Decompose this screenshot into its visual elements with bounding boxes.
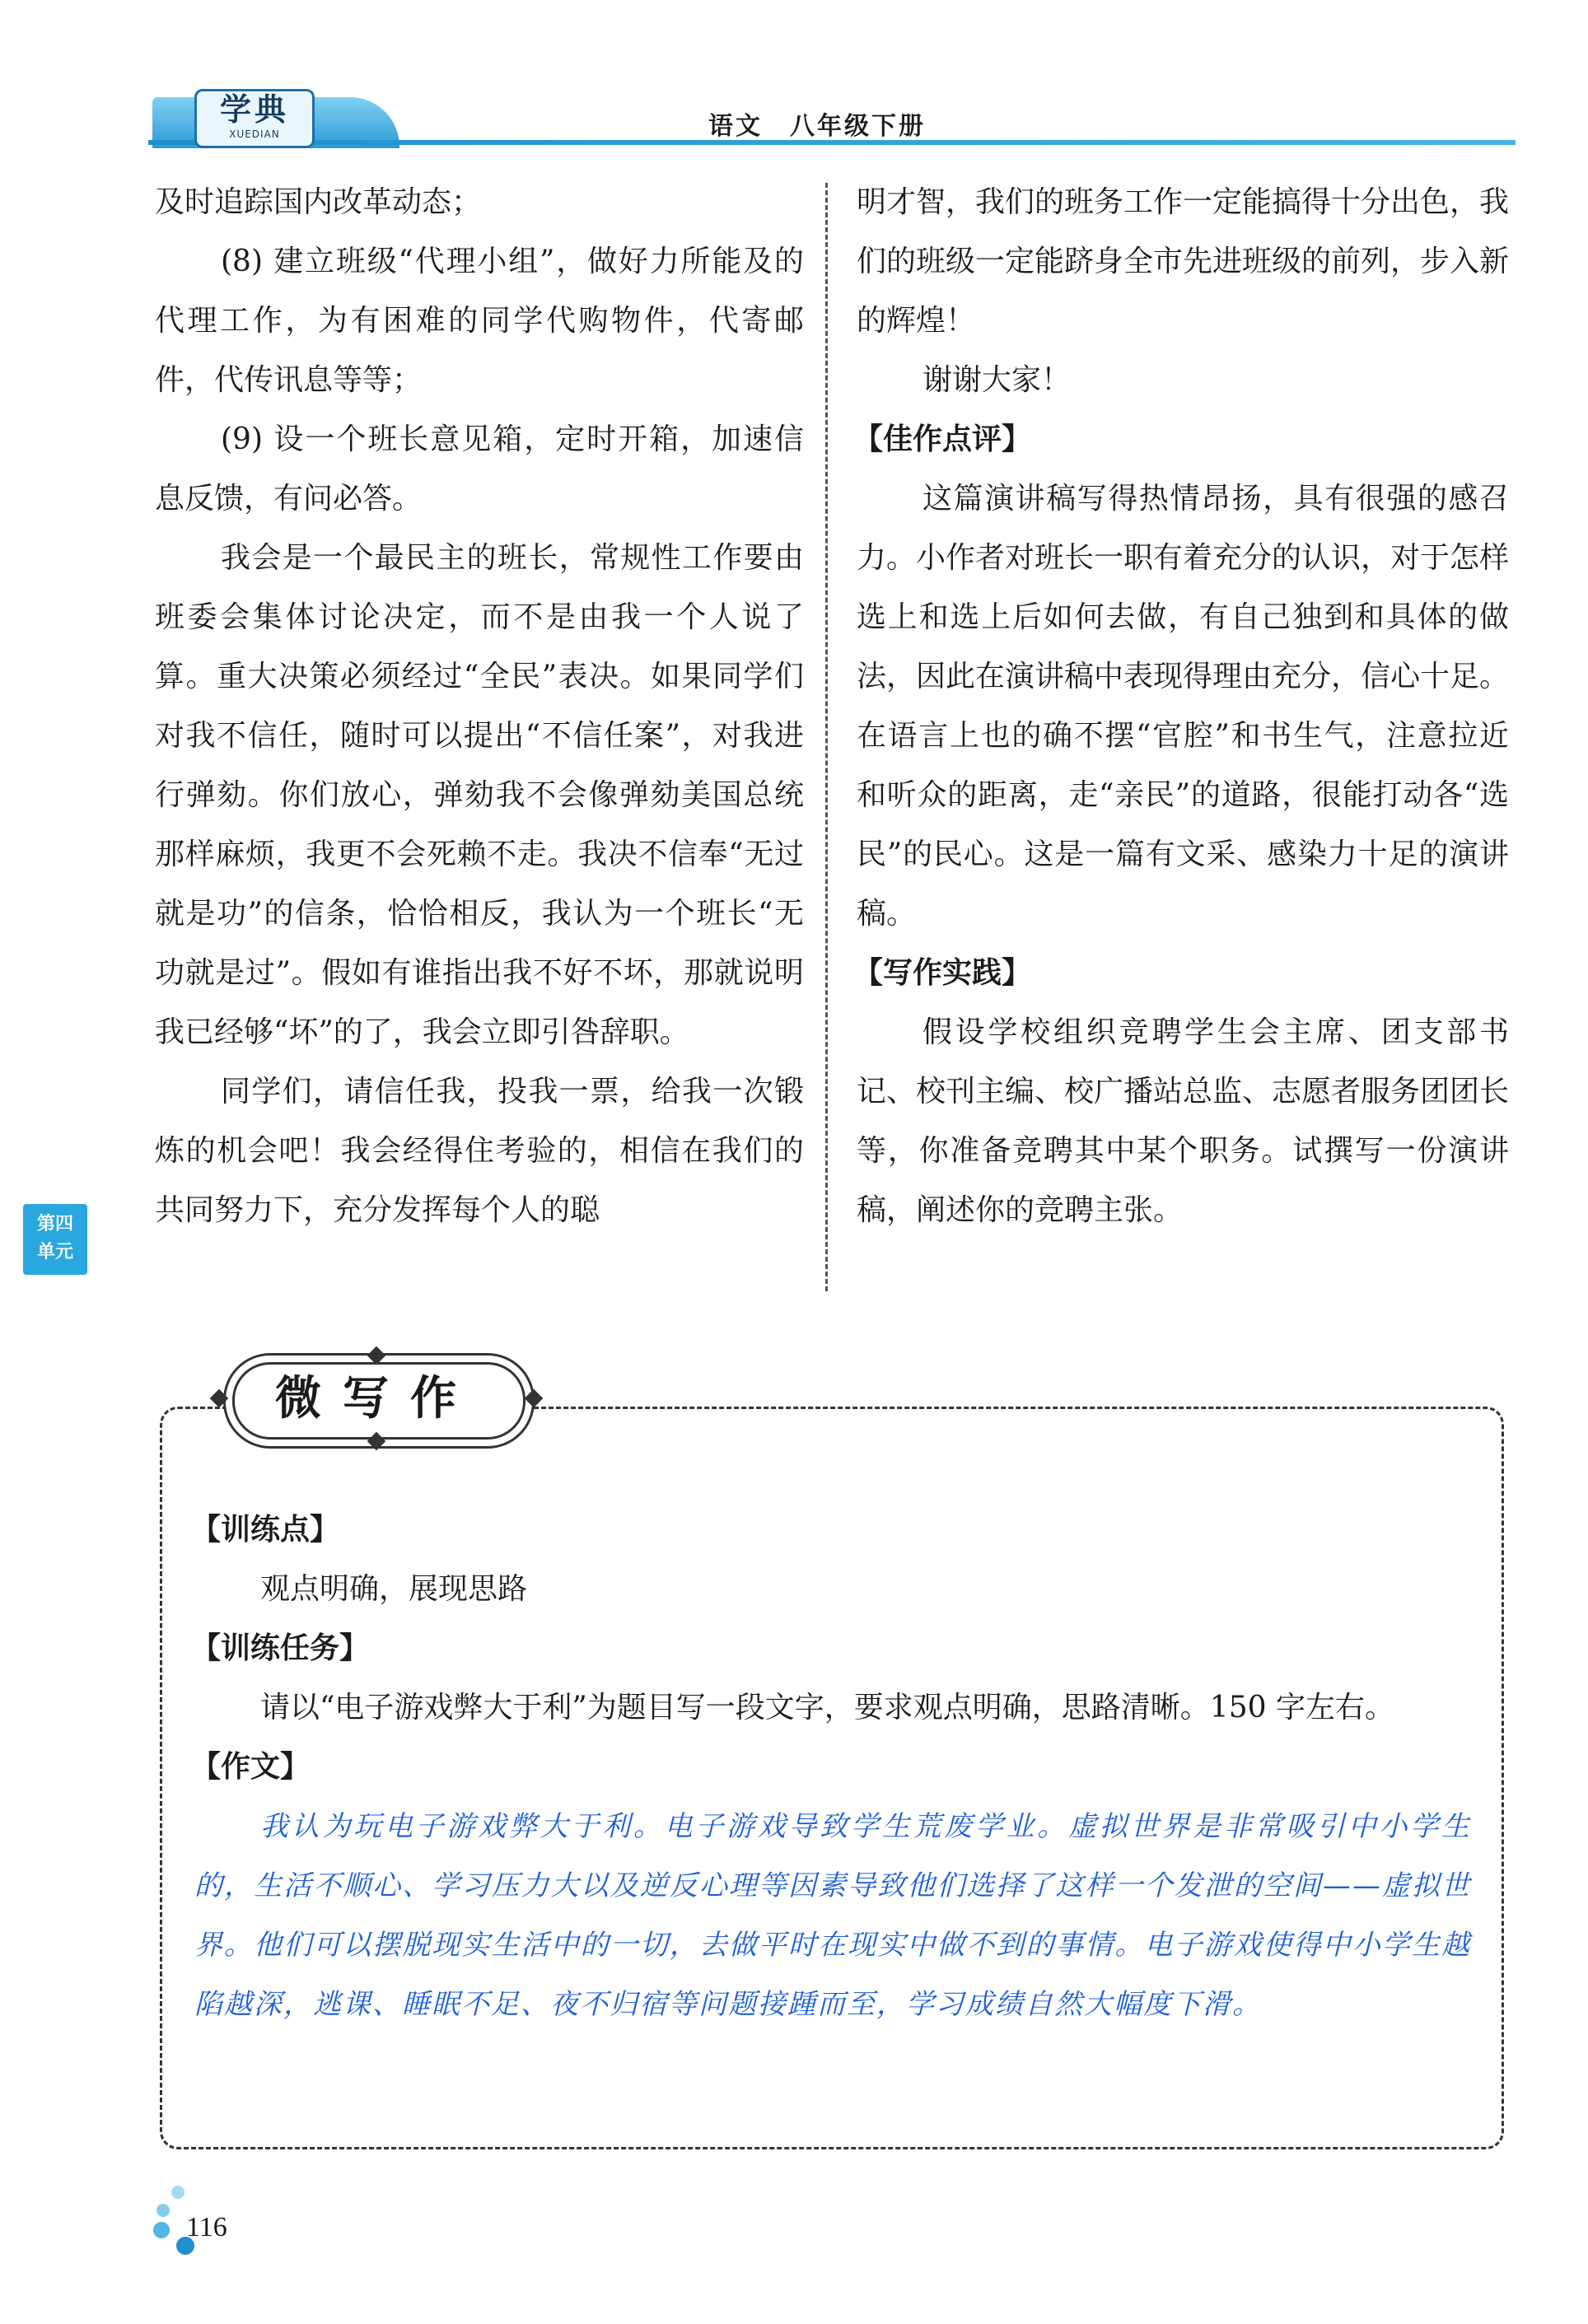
logo-english: XUEDIAN <box>229 128 280 140</box>
task-text: 请以“电子游戏弊大于利”为题目写一段文字，要求观点明确，思路清晰。150 字左右。 <box>260 1691 1394 1724</box>
unit-tab <box>23 1204 87 1275</box>
practice-heading: 【写作实践】 <box>853 956 1032 990</box>
practice-text: 假设学校组织竞聘学生会主席、团支部书记、校刊主编、校广播站总监、志愿者服务团团长等，你准备竞聘其中某个职务。试撰写一份演讲稿，阐述你的竞聘主张。 <box>857 1015 1510 1227</box>
micro-writing-title: 微写作 <box>275 1371 478 1426</box>
ornament-diamond <box>210 1389 229 1408</box>
closing-line: 谢谢大家！ <box>922 363 1072 397</box>
paragraph: (9) 设一个班长意见箱，定时开箱，加速信息反馈，有问必答。 <box>155 422 804 516</box>
task-heading: 【训练任务】 <box>191 1631 370 1665</box>
micro-writing-title-badge <box>216 1351 537 1446</box>
paragraph: 及时追踪国内改革动态； <box>155 185 482 219</box>
column-divider <box>825 183 828 1291</box>
paragraph: (8) 建立班级“代理小组”，做好力所能及的代理工作，为有困难的同学代购物件，代寄邮件，代传讯息等等； <box>155 245 804 397</box>
paragraph: 同学们，请信任我，投我一票，给我一次锻炼的机会吧！我会经得住考验的，相信在我们的共同努力下，充分发挥每个人的聪 <box>155 1075 804 1227</box>
micro-writing-content <box>191 1500 1471 2034</box>
paragraph: 明才智，我们的班务工作一定能搞得十分出色，我们的班级一定能跻身全市先进班级的前列，步入新的辉煌！ <box>857 185 1510 338</box>
review-heading: 【佳作点评】 <box>853 422 1032 456</box>
unit-tab-line: 单元 <box>36 1242 73 1262</box>
left-column <box>155 173 804 1240</box>
publisher-logo <box>194 89 315 148</box>
right-column <box>853 173 1510 1240</box>
logo-chinese: 学典 <box>219 91 289 128</box>
training-point: 观点明确，展现思路 <box>260 1572 528 1606</box>
unit-tab-line: 第四 <box>36 1214 73 1234</box>
training-point-heading: 【训练点】 <box>191 1513 340 1547</box>
page-number: 116 <box>186 2212 227 2242</box>
essay-heading: 【作文】 <box>191 1750 311 1784</box>
decor-dot <box>156 2204 170 2217</box>
decor-dot <box>153 2222 170 2238</box>
ornament-diamond <box>525 1389 544 1408</box>
essay-text: 我认为玩电子游戏弊大于利。电子游戏导致学生荒废学业。虚拟世界是非常吸引中小学生的，生活不顺心、学习压力大以及逆反心理等因素导致他们选择了这样一个发泄的空间——虚拟世界。他们可以摆脱现实生活中的一切，去做平时在现实中做不到的事情。电子游戏使得中小学生越陷越深，逃课、睡眠不足、夜不归宿等问题接踵而至，学习成绩自然大幅度下滑。 <box>194 1810 1471 2021</box>
page-header <box>0 0 1588 165</box>
book-title: 语文 八年级下册 <box>708 112 926 141</box>
decor-dot <box>171 2186 184 2199</box>
review-text: 这篇演讲稿写得热情昂扬，具有很强的感召力。小作者对班长一职有着充分的认识，对于怎样选上和选上后如何去做，有自己独到和具体的做法，因此在演讲稿中表现得理由充分，信心十足。在语言上也的确不摆“官腔”和书生气，注意拉近和听众的距离，走“亲民”的道路，很能打动各“选民”的民心。这是一篇有文采、感染力十足的演讲稿。 <box>857 482 1510 931</box>
paragraph: 我会是一个最民主的班长，常规性工作要由班委会集体讨论决定，而不是由我一个人说了算。重大决策必须经过“全民”表决。如果同学们对我不信任，随时可以提出“不信任案”，对我进行弹劾。你们放心，弹劾我不会像弹劾美国总统那样麻烦，我更不会死赖不走。我决不信奉“无过就是功”的信条，恰恰相反，我认为一个班长“无功就是过”。假如有谁指出我不好不坏，那就说明我已经够“坏”的了，我会立即引咎辞职。 <box>155 541 804 1049</box>
